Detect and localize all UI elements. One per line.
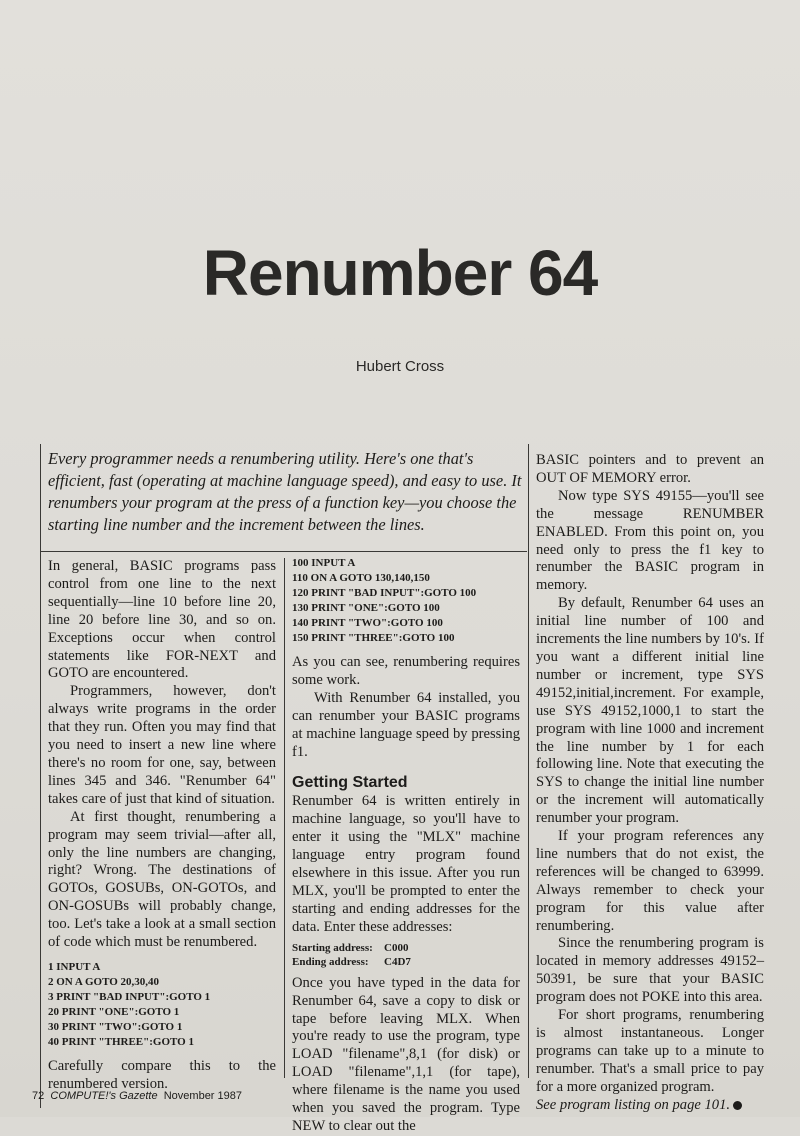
code-line: 1 INPUT A: [48, 960, 101, 973]
paragraph: For short programs, renumbering is almost instantaneous. Longer programs can take up to a minute to renumber. That's a small price to pay for a more organized program.: [536, 1007, 764, 1095]
start-address-label: Starting address:: [292, 941, 373, 954]
paragraph: BASIC pointers and to prevent an OUT OF MEMORY error.: [536, 452, 764, 486]
column-divider-2: [528, 444, 529, 1078]
program-listing-note: [536, 1097, 764, 1115]
code-line: 110 ON A GOTO 130,140,150: [292, 572, 430, 584]
code-line: 130 PRINT "ONE":GOTO 100: [292, 602, 440, 614]
code-line: 40 PRINT "THREE":GOTO 1: [48, 1035, 194, 1048]
article-author: Hubert Cross: [355, 358, 445, 375]
column-3: [536, 452, 764, 1115]
intro-bottom-rule: [40, 551, 527, 552]
code-line: 20 PRINT "ONE":GOTO 1: [48, 1005, 180, 1018]
paragraph: Now type SYS 49155—you'll see the message RENUMBER ENABLED. From this point on, you need only to press the f1 key to renumber the BASIC program in memory.: [536, 487, 764, 594]
paragraph: Programmers, however, don't always write programs in the order that they run. Often you may find that you need to insert a new line where there's no room for one, say, between lines 345 and 346. "Renumber 64" takes care of just that kind of situation.: [48, 683, 276, 807]
code-line: 3 PRINT "BAD INPUT":GOTO 1: [48, 990, 211, 1003]
page-number: 72: [32, 1090, 45, 1102]
code-line: 100 INPUT A: [292, 557, 356, 569]
code-listing-renumbered: [292, 556, 520, 646]
code-line: 2 ON A GOTO 20,30,40: [48, 975, 160, 988]
paragraph: Renumber 64 is written entirely in machine language, so you'll have to enter it using the "MLX" machine language entry program found elsewhere in this issue. After you run MLX, you'll be prompted to enter the starting and ending addresses for the data. Enter these addresses:: [292, 793, 520, 935]
article-title: Renumber 64: [202, 237, 598, 309]
end-of-article-icon: [733, 1101, 742, 1110]
column-1: [48, 558, 276, 1094]
code-line: 120 PRINT "BAD INPUT":GOTO 100: [292, 587, 477, 599]
code-listing-original: [48, 960, 276, 1050]
paragraph: With Renumber 64 installed, you can renumber your BASIC programs at machine language speed by pressing f1.: [292, 689, 520, 760]
code-line: 30 PRINT "TWO":GOTO 1: [48, 1020, 183, 1033]
section-heading: Getting Started: [292, 774, 408, 792]
address-table: [292, 941, 520, 969]
paragraph: Carefully compare this to the renumbered version.: [48, 1057, 276, 1092]
paragraph: Once you have typed in the data for Renumber 64, save a copy to disk or tape before leaving MLX. When you're ready to use the program, type LOAD "filename",8,1 (for disk) or LOAD "filename",1,1 (for tape), where filename is the name you used when you saved the program. Type NEW to clear out the: [292, 974, 520, 1134]
paragraph: If your program references any line numbers that do not exist, the references will be changed to 63999. Always remember to check your program for this value after renumbering.: [536, 828, 764, 934]
listing-reference: See program listing on page 101.: [536, 1096, 731, 1113]
paragraph: As you can see, renumbering requires some work.: [292, 654, 520, 688]
paragraph: At first thought, renumbering a program may seem trivial—after all, only the line numbers are changing, right? Wrong. The destinations of GOTOs, GOSUBs, ON-GOTOs, and ON-GOSUBs will probably change, too. Let's take a look at a small section of code which must be renumbered.: [48, 808, 276, 951]
column-divider-1: [284, 558, 285, 1078]
start-address-value: C000: [384, 941, 409, 954]
column-2: [292, 556, 520, 1136]
page-footer: [32, 1090, 242, 1102]
paragraph: By default, Renumber 64 uses an initial line number of 100 and increments the line numbers by 10's. If you want a different initial line number or increment, type SYS 49152,initial,increment. For example, use SYS 49152,1000,1 to start the program with line 1000 and increment the line number by 1 for each following line. Note that executing the SYS to change the initial line number or the increment will automatically renumber your program.: [536, 595, 764, 827]
code-line: 150 PRINT "THREE":GOTO 100: [292, 632, 455, 644]
end-address-value: C4D7: [384, 955, 411, 968]
issue-date: November 1987: [163, 1090, 243, 1102]
intro-left-rule: [40, 444, 41, 1108]
magazine-name: COMPUTE!'s Gazette: [50, 1090, 158, 1102]
paragraph: In general, BASIC programs pass control from one line to the next sequentially—line 10 before line 20, line 20 before line 30, and so on. Exceptions occur when control statements like FOR-NEXT and GOTO are encountered.: [48, 558, 276, 682]
article-intro: Every programmer needs a renumbering utility. Here's one that's efficient, fast (operating at machine language speed), and easy to use. It renumbers your program at the press of a function key—you choose the starting line number and the increment between the lines.: [48, 449, 522, 534]
code-line: 140 PRINT "TWO":GOTO 100: [292, 617, 443, 629]
paragraph: Since the renumbering program is located in memory addresses 49152–50391, be sure that your BASIC program does not POKE into this area.: [536, 935, 764, 1006]
end-address-label: Ending address:: [292, 955, 369, 968]
